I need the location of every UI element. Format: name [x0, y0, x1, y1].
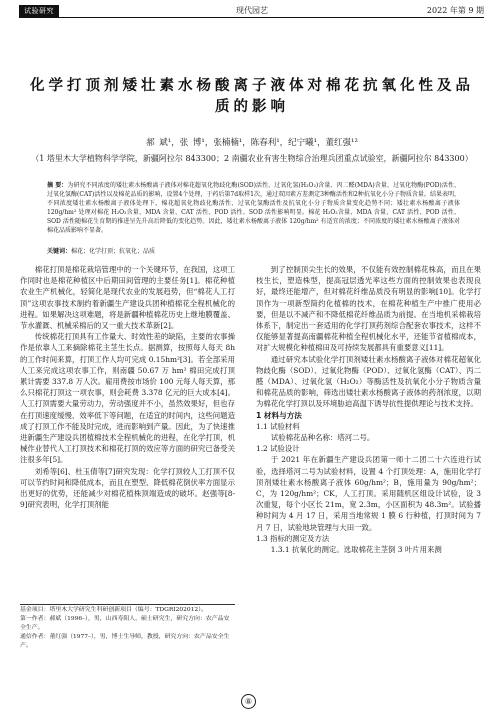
fund-note: 基金项目：塔里木大学研究生科研创新项目（编号：TDGRI202012）。 [20, 607, 207, 613]
author-list: 郝 斌¹，张 博¹，张楠楠¹，陈春利¹，纪宁曦¹，董红强¹² [146, 138, 358, 148]
paragraph: 通过研究本试验化学打顶剂矮壮素水杨酸离子液体对棉花超氧化物歧化酶（SOD）、过氧化物酶（POD）、过氧化氢酶（CAT）、丙二醛（MDA）、过氧化氢（H₂O₂）等酶活性及抗氧化小分子物质含量和棉花品质的影响，筛选出矮壮素水杨酸离子液体的药剂浓度，以期为棉花化学打顶以及环境胁迫高温下诱导抗性提供理论与技术支持。 [256, 354, 481, 409]
journal-name: 现代园艺 [236, 6, 268, 15]
header-rule [19, 17, 484, 18]
paragraph: 棉花打顶是棉花栽培管理中的一个关键环节，在我国，这项工作同时也是棉花种植区中后期田间管理的主要任务[1]。棉花种植农业生产机械化，轻简化是现代农业的发展趋势，但“棉花人工打顶”这项农事技术制约着新疆生产建设兵团种植棉花全程机械化的进程。如果解决这项难题，将是新疆种植棉花历史上继地膜覆盖、节水灌溉、机械采棉后的又一重大技术革新[2]。 [20, 265, 235, 331]
paragraph: 传统棉花打顶具有工作量大、时效性差的缺陷，主要的农事操作是依靠人工来摘除棉花主茎生长点。据测算，按照每人每天 8h 的工作时间来算，打顶工作人均可完成 0.15hm²[3]。若全部采用人工来完成这项农事工作，则南疆 50.67 万 hm² 棉田完成打顶累计需要 337.8 万人次。雇用费按市场价 100 元每人每天算，那么只棉花打顶这一项农事，则会耗费 3.378 亿元的巨大成本[4]。人工打顶需要大量劳动力，劳动强度并不小，虽然效果好，但也存在打顶速度缓慢、效率低下等问题，在适宜的时间内，这些问题造成了打顶工作不能及时完成，进而影响到产量。因此，为了快速推进新疆生产建设兵团植棉技术全程机械化的进程，在化学打顶，机械作业替代人工打顶技术和棉花打顶的效应等方面的研究已备受关注很多年[5]。 [20, 332, 235, 465]
subsection-heading: 1.1 试验材料 [256, 421, 300, 431]
abstract-label: 摘 要： [47, 182, 68, 189]
paragraph: 刘希等[6]、杜玉倩等[7]研究发现：化学打顶较人工打顶不仅可以节约时间和降低成本，而且在塑型、降低棉花倒伏率方面显示出更好的优势，还能减少对棉花植株顶端造成的破坏。赵强等[8-9]研究表明，化学打顶剂能 [20, 466, 235, 510]
abstract [47, 181, 460, 236]
body-column-right [256, 264, 481, 555]
keywords-label: 关键词： [47, 248, 72, 255]
first-author-note: 第一作者：郝斌（1996–），男，山西寿阳人，硕士研究生，研究方向：农产品安全生产。 [20, 616, 230, 631]
paragraph: 试验棉花品种名称：塔河二号。 [270, 433, 375, 443]
keywords [47, 246, 460, 255]
paragraph: 到了控制顶尖生长的效果，不仅能有效控制棉花株高，而且在果枝生长，塑造株型，提高冠层透光率这些方面的控制效果也表现良好，最终还能增产，但对棉花纤维品质没有明显的影响[10]。化学打顶作为一项新型简约化植棉的技术，在棉花种植生产中推广使用必要，但是以不减产和不降低棉花纤维品质为前提。在当地机采棉栽培体系下，制定出一套适用的化学打顶药剂综合配套农事技术，这样不仅能够显著提高南疆棉花种植全程机械化水平，还能节省植棉成本，对扩大规模化种植棉田及可持续发展都具有重要意义[11]。 [256, 265, 481, 353]
abstract-text: 为研究不同浓度的矮壮素水杨酸离子液体对棉花超氧化物歧化酶(SOD)活性、过氧化氢(H₂O₂)含量、丙二醛(MDA)含量、过氧化物酶(POD)活性、过氧化氢酶(CAT)活性以及棉花品质的影响，设置4个处理，于药后第7d取样1次，通过双因素方差测定3种酶活性和2种抗氧化小分子物质含量。结果表明，不同浓度矮壮素水杨酸离子液体处理下，棉花超氧化物歧化酶活性、过氧化氢酶活性及抗氧化小分子物质含量变化趋势不同；矮壮素水杨酸离子液体 120g/hm² 处理对棉花 H₂O₂含量、MDA 含量、CAT 活性、POD 活性、SOD 活性影响明显。棉花 H₂O₂含量、MDA 含量、CAT 活性、POD 活性、SOD 活性随棉花生育期的推进呈先升高后降低的变化趋势。因此，矮壮素水杨酸离子液体 120g/hm² 有适宜的浓度；不同浓度的矮壮素水杨酸离子液体对棉花品质影响不显著。 [47, 182, 460, 235]
page-number: ⑧ [241, 694, 256, 709]
section-heading: 1 材料与方法 [256, 410, 302, 420]
subsection-heading: 1.3 指标的测定及方法 [256, 533, 330, 543]
body-column-left [20, 264, 235, 510]
section-tag: 试验研究 [19, 5, 59, 17]
subsection-heading: 1.2 试验设计 [256, 444, 300, 454]
paper-title: 化学打顶剂矮壮素水杨酸离子液体对棉花抗氧化性及品质的影响 [30, 78, 474, 115]
affiliation: （1 塔里木大学植物科学学院，新疆阿拉尔 843300；2 南疆农业有害生物综合治理兵团重点试验室，新疆阿拉尔 843300） [31, 154, 473, 163]
paragraph: 于 2021 年在新疆生产建设兵团第一师十二团二十六连进行试验，选择塔河二号为试验材料，设置 4 个打顶处理：A，施用化学打顶剂矮壮素水杨酸离子液体 60g/hm²；B，施用量为 90g/hm²；C，为 120g/hm²；CK，人工打顶。采用随机区组设计试验，设 3 次重复，每个小区长 21m，宽 2.3m，小区面积为 48.3m²。试验播种时间为 4 月 17 日，采用当地常规 1 膜 6 行种植，打顶时间为 7 月 7 日，试验地块管理与大田一致。 [256, 455, 481, 532]
corresponding-author-note: 通信作者：董红强（1977–），男，博士生导师，教授，研究方向：农产品安全生产。 [20, 634, 230, 649]
footnote-rule [20, 604, 235, 605]
keywords-text: 棉花；化学打顶；抗氧化；品质 [71, 248, 156, 255]
footnotes [20, 606, 235, 651]
issue-number: 2022 年第 9 期 [426, 6, 484, 15]
paragraph: 1.3.1 抗氧化的测定。选取棉花主茎倒 3 叶片用来测 [270, 545, 442, 555]
